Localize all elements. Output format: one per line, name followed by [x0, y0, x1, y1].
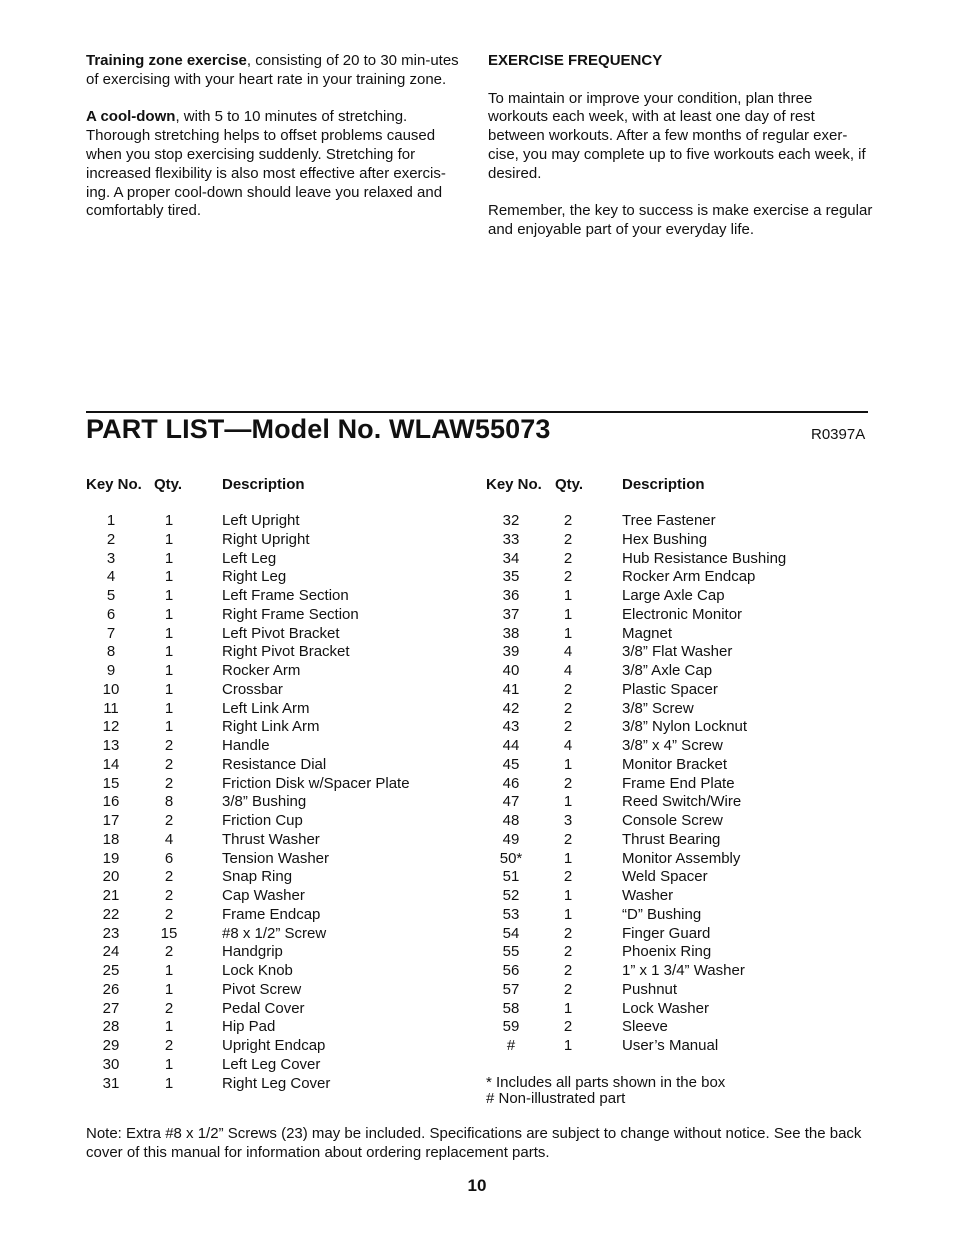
part-key-number: 36 — [502, 587, 520, 604]
part-description: Right Leg Cover — [222, 1074, 331, 1092]
part-key-number: 56 — [502, 962, 520, 979]
cool-down-text: , with 5 to 10 minutes of stretching. Thorough stretching helps to offset problems caused when you stop exercising suddenly. Stretching for increased flexibility is also most effective after exercis-ing. A proper cool-down should leave you relaxed and comfortably tired. — [86, 108, 446, 220]
part-quantity: 2 — [563, 924, 573, 942]
part-key-number: 11 — [103, 699, 119, 717]
part-key-number: 43 — [502, 718, 520, 736]
right-qty-header: Qty. — [555, 476, 584, 493]
part-key-number: 23 — [102, 924, 120, 942]
frequency-paragraph: To maintain or improve your condition, plan three workouts each week, with at least one day of rest between workouts. After a few months of regular exer-cise, you may complete up to five workouts each week, if desired. — [488, 89, 866, 182]
part-quantity: 2 — [563, 549, 573, 567]
part-quantity: 2 — [164, 868, 174, 886]
right-desc-column — [622, 512, 872, 1056]
part-quantity: 1 — [164, 643, 174, 661]
cool-down-paragraph — [86, 108, 466, 221]
part-description: Reed Switch/Wire — [622, 793, 742, 811]
part-description: Rocker Arm — [222, 662, 301, 679]
part-key-number: 55 — [502, 943, 520, 961]
part-key-number: 20 — [102, 868, 120, 886]
part-description: “D” Bushing — [622, 905, 702, 923]
part-description: Frame Endcap — [222, 905, 321, 923]
part-quantity: 2 — [164, 905, 174, 923]
part-description: Frame End Plate — [622, 774, 735, 792]
cool-down-term: A cool-down — [86, 108, 176, 126]
part-key-number: 37 — [502, 605, 520, 623]
part-description: User’s Manual — [622, 1037, 719, 1054]
part-quantity: 2 — [563, 980, 573, 998]
part-quantity: 8 — [164, 793, 174, 811]
part-key-number: 41 — [502, 680, 520, 698]
part-description: Left Leg — [222, 549, 277, 567]
part-description: Left Leg Cover — [222, 1055, 321, 1073]
part-description: 1” x 1 3/4” Washer — [622, 962, 745, 979]
part-key-number: 6 — [106, 605, 116, 623]
part-description: Right Pivot Bracket — [222, 643, 350, 661]
part-quantity: 4 — [563, 662, 573, 679]
part-description: Left Upright — [222, 512, 300, 529]
part-key-number: 25 — [102, 962, 120, 979]
part-quantity: 1 — [164, 1018, 174, 1036]
part-description: Rocker Arm Endcap — [622, 568, 756, 586]
part-key-number: 29 — [102, 1037, 120, 1054]
page-number: 10 — [467, 1176, 487, 1195]
part-description: Pedal Cover — [222, 999, 305, 1017]
left-key-column — [96, 512, 126, 1093]
part-quantity: 1 — [563, 887, 573, 904]
part-quantity: 2 — [164, 737, 174, 754]
part-quantity: 1 — [164, 549, 174, 567]
part-quantity: 2 — [164, 1037, 174, 1054]
part-description: Right Leg — [222, 568, 287, 586]
part-key-number: 45 — [502, 755, 520, 773]
part-key-number: 17 — [102, 812, 120, 829]
part-quantity: 2 — [563, 568, 573, 586]
part-quantity: 1 — [164, 568, 174, 586]
part-description: Pushnut — [622, 980, 678, 998]
part-quantity: 1 — [563, 755, 573, 773]
part-quantity: 2 — [164, 812, 174, 829]
part-quantity: 3 — [563, 812, 573, 829]
part-description: Snap Ring — [222, 868, 293, 886]
footnotes — [486, 1075, 725, 1107]
part-key-number: 32 — [502, 512, 520, 529]
part-key-number: 35 — [502, 568, 520, 586]
part-list-code: R0397A — [811, 426, 866, 443]
part-description: Phoenix Ring — [622, 943, 712, 961]
part-quantity: 1 — [164, 605, 174, 623]
part-description: Hub Resistance Bushing — [622, 549, 787, 567]
part-description: Monitor Bracket — [622, 755, 728, 773]
title-rule — [86, 411, 868, 413]
left-qty-header: Qty. — [154, 476, 183, 493]
part-description: Thrust Bearing — [622, 830, 721, 848]
note-paragraph: Note: Extra #8 x 1/2” Screws (23) may be included. Specifications are subject to change without notice. See the back cover of this manual for information about ordering replacement parts. — [86, 1125, 862, 1161]
right-key-column — [496, 512, 526, 1056]
part-description: Lock Knob — [222, 962, 293, 979]
part-key-number: 59 — [502, 1018, 520, 1036]
part-description: Friction Disk w/Spacer Plate — [222, 774, 410, 792]
part-description: Right Upright — [222, 530, 310, 548]
part-key-number: 48 — [502, 812, 520, 829]
part-description: Console Screw — [622, 812, 723, 829]
part-key-number: 21 — [102, 887, 120, 904]
part-quantity: 1 — [164, 587, 174, 604]
part-quantity: 1 — [164, 962, 174, 979]
part-key-number: 12 — [102, 718, 120, 736]
part-quantity: 1 — [563, 1037, 573, 1054]
part-quantity: 2 — [563, 962, 573, 979]
part-description: Left Pivot Bracket — [222, 624, 340, 642]
part-key-number: 34 — [502, 549, 520, 567]
part-description: Friction Cup — [222, 812, 303, 829]
part-key-number: 38 — [502, 624, 520, 642]
part-key-number: 9 — [106, 662, 116, 679]
training-zone-text: , consisting of 20 to 30 min-utes of exercising with your heart rate in your training zone. — [86, 52, 459, 88]
part-quantity: 1 — [563, 605, 573, 623]
part-quantity: 15 — [160, 924, 178, 942]
part-quantity: 1 — [563, 624, 573, 642]
part-key-number: 19 — [102, 849, 120, 867]
part-quantity: 1 — [164, 699, 174, 717]
part-description: 3/8” Flat Washer — [622, 643, 733, 661]
training-zone-paragraph — [86, 52, 466, 90]
part-quantity: 2 — [563, 718, 573, 736]
part-description: Weld Spacer — [622, 868, 708, 886]
part-key-number: 18 — [102, 830, 120, 848]
part-key-number: 4 — [106, 568, 116, 586]
part-description: Pivot Screw — [222, 980, 302, 998]
part-key-number: 28 — [102, 1018, 120, 1036]
part-quantity: 2 — [563, 699, 573, 717]
part-quantity: 6 — [164, 849, 174, 867]
part-key-number: 57 — [502, 980, 520, 998]
part-key-number: 30 — [102, 1055, 120, 1073]
part-description: Monitor Assembly — [622, 849, 741, 867]
part-description: Magnet — [622, 624, 673, 642]
part-key-number: 26 — [102, 980, 120, 998]
part-key-number: 49 — [502, 830, 520, 848]
part-description: 3/8” Axle Cap — [622, 662, 713, 679]
part-quantity: 2 — [563, 530, 573, 548]
part-description: 3/8” Bushing — [222, 793, 307, 811]
part-quantity: 2 — [563, 868, 573, 886]
left-qty-column — [154, 512, 184, 1093]
left-text-column — [86, 52, 466, 221]
part-description: Hip Pad — [222, 1018, 276, 1036]
part-key-number: 51 — [502, 868, 520, 886]
part-list-title: PART LIST—Model No. WLAW55073 — [86, 414, 551, 444]
part-quantity: 2 — [164, 774, 174, 792]
part-key-number: 39 — [502, 643, 520, 661]
remember-paragraph: Remember, the key to success is make exercise a regular and enjoyable part of your everyday life. — [488, 202, 873, 239]
part-description: Upright Endcap — [222, 1037, 326, 1054]
part-quantity: 1 — [563, 587, 573, 604]
part-description: Right Link Arm — [222, 718, 320, 736]
part-description: Handgrip — [222, 943, 283, 961]
part-quantity: 2 — [563, 774, 573, 792]
part-key-number: 24 — [102, 943, 120, 961]
part-quantity: 2 — [563, 512, 573, 529]
footnote-asterisk: * Includes all parts shown in the box — [486, 1074, 726, 1091]
part-key-number: 52 — [502, 887, 520, 904]
part-key-number: 7 — [106, 624, 116, 642]
part-description: Tension Washer — [222, 849, 329, 867]
part-key-number: 22 — [102, 905, 120, 923]
part-quantity: 1 — [164, 1074, 174, 1092]
part-quantity: 2 — [164, 943, 174, 961]
left-desc-header: Description — [222, 476, 305, 493]
exercise-frequency-heading: EXERCISE FREQUENCY — [488, 52, 663, 69]
part-quantity: 2 — [563, 830, 573, 848]
part-quantity: 2 — [563, 1018, 573, 1036]
part-quantity: 2 — [563, 680, 573, 698]
part-description: Left Link Arm — [222, 699, 310, 717]
part-description: Sleeve — [622, 1018, 668, 1036]
part-key-number: 1 — [106, 512, 116, 529]
part-key-number: 3 — [106, 549, 116, 567]
right-qty-column — [553, 512, 583, 1056]
part-key-number: 31 — [102, 1074, 120, 1092]
part-quantity: 2 — [563, 943, 573, 961]
part-key-number: 58 — [502, 999, 520, 1017]
left-desc-column — [222, 512, 462, 1093]
part-key-number: 14 — [102, 755, 120, 773]
part-description: 3/8” Nylon Locknut — [622, 718, 748, 736]
footnote-hash: # Non-illustrated part — [486, 1090, 626, 1107]
part-key-number: 15 — [102, 774, 120, 792]
part-quantity: 1 — [164, 624, 174, 642]
part-description: Crossbar — [222, 680, 283, 698]
right-text-column — [488, 52, 873, 240]
part-description: Hex Bushing — [622, 530, 708, 548]
part-quantity: 1 — [563, 905, 573, 923]
part-key-number: 16 — [102, 793, 120, 811]
part-description: Right Frame Section — [222, 605, 359, 623]
part-key-number: 54 — [502, 924, 520, 942]
part-quantity: 4 — [164, 830, 174, 848]
part-key-number: 46 — [502, 774, 520, 792]
part-key-number: 53 — [502, 905, 520, 923]
part-quantity: 1 — [164, 980, 174, 998]
part-quantity: 2 — [164, 887, 174, 904]
part-quantity: 1 — [563, 999, 573, 1017]
part-description: Left Frame Section — [222, 587, 349, 604]
part-description: Lock Washer — [622, 999, 709, 1017]
part-description: Washer — [622, 887, 674, 904]
part-description: Cap Washer — [222, 887, 305, 904]
right-key-header: Key No. — [486, 476, 542, 493]
part-quantity: 2 — [164, 755, 174, 773]
part-quantity: 1 — [164, 718, 174, 736]
part-quantity: 1 — [164, 1055, 174, 1073]
part-description: Electronic Monitor — [622, 605, 743, 623]
part-quantity: 1 — [563, 849, 573, 867]
part-description: Tree Fastener — [622, 512, 716, 529]
part-description: Finger Guard — [622, 924, 711, 942]
part-key-number: 42 — [502, 699, 520, 717]
part-description: 3/8” Screw — [622, 699, 694, 717]
part-key-number: # — [506, 1037, 516, 1054]
part-quantity: 1 — [563, 793, 573, 811]
part-description: 3/8” x 4” Screw — [622, 737, 723, 754]
part-quantity: 2 — [164, 999, 174, 1017]
part-key-number: 5 — [106, 587, 116, 604]
part-key-number: 50* — [499, 849, 523, 867]
left-key-header: Key No. — [86, 476, 142, 493]
part-key-number: 10 — [102, 680, 120, 698]
part-description: Handle — [222, 737, 270, 754]
training-zone-term: Training zone exercise — [86, 52, 247, 69]
part-key-number: 47 — [502, 793, 520, 811]
part-description: Thrust Washer — [222, 830, 320, 848]
right-desc-header: Description — [622, 476, 705, 493]
part-quantity: 1 — [164, 530, 174, 548]
part-quantity: 1 — [164, 680, 174, 698]
part-key-number: 40 — [502, 662, 520, 679]
part-key-number: 33 — [502, 530, 520, 548]
part-key-number: 27 — [102, 999, 120, 1017]
part-quantity: 4 — [563, 643, 573, 661]
part-key-number: 2 — [106, 530, 116, 548]
part-description: #8 x 1/2” Screw — [222, 924, 327, 942]
part-description: Resistance Dial — [222, 755, 327, 773]
part-key-number: 44 — [502, 737, 520, 754]
part-description: Large Axle Cap — [622, 587, 725, 604]
part-key-number: 13 — [102, 737, 120, 754]
part-quantity: 1 — [164, 662, 174, 679]
part-key-number: 8 — [106, 643, 116, 661]
part-quantity: 1 — [164, 512, 174, 529]
part-quantity: 4 — [563, 737, 573, 754]
part-description: Plastic Spacer — [622, 680, 718, 698]
